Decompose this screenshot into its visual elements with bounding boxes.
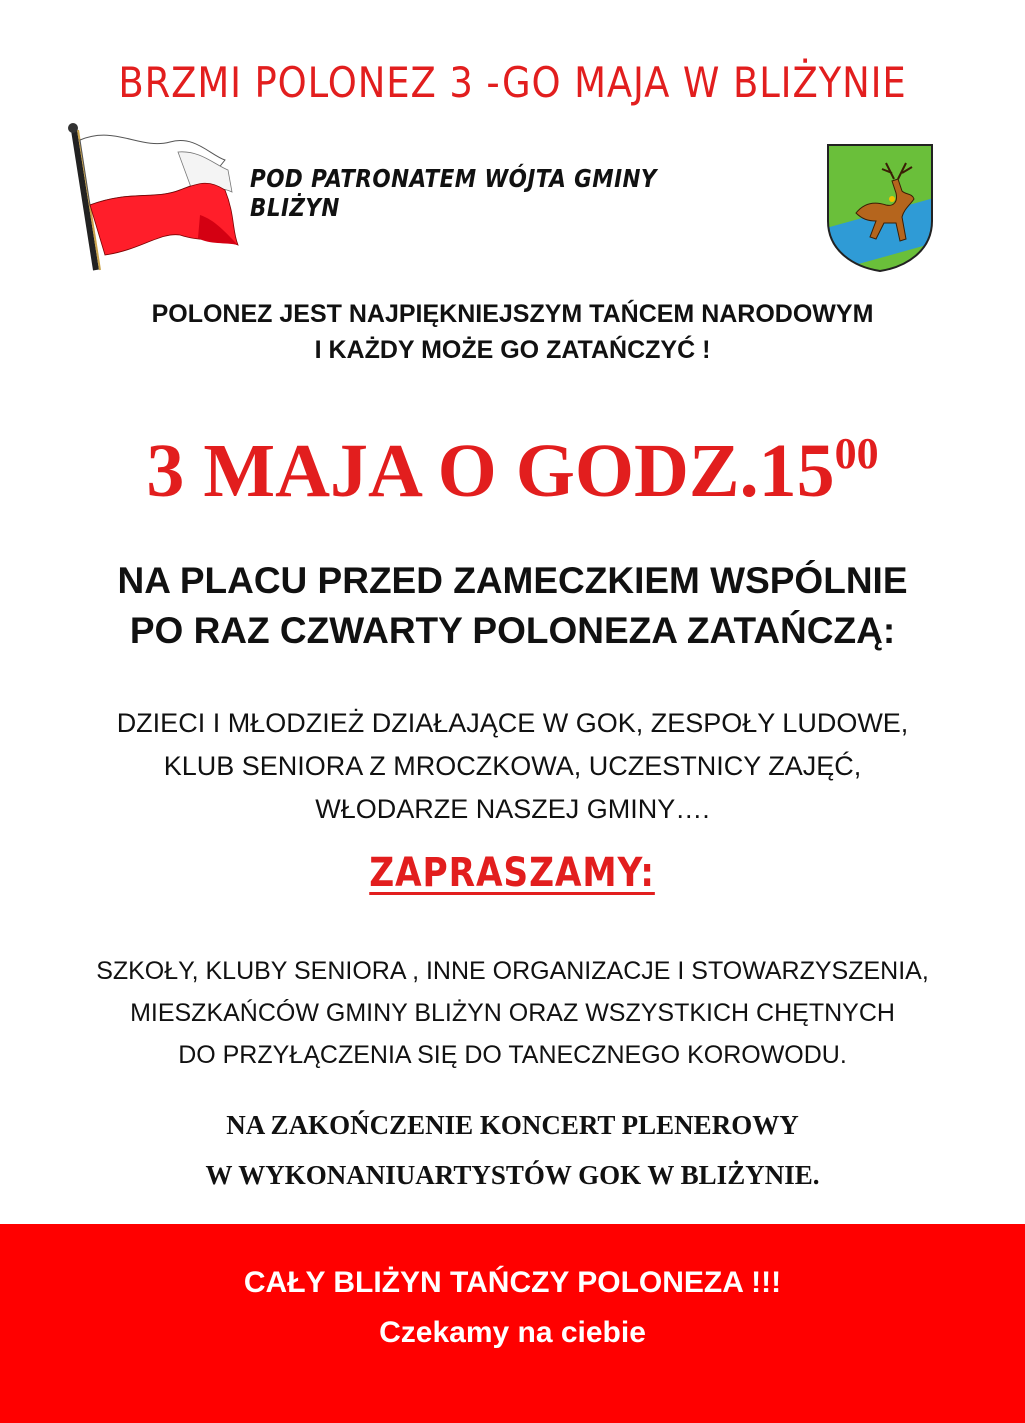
participants-line: KLUB SENIORA Z MROCZKOWA, UCZESTNICY ZAJĘĆ, xyxy=(163,751,862,781)
coat-of-arms-icon xyxy=(826,143,934,273)
invitees-line: SZKOŁY, KLUBY SENIORA , INNE ORGANIZACJE I STOWARZYSZENIA, xyxy=(96,957,929,985)
intro-text xyxy=(0,296,1025,368)
participants-line: WŁODARZE NASZEJ GMINY…. xyxy=(315,794,710,824)
concert-line: W WYKONANIUARTYSTÓW GOK W BLIŻYNIE. xyxy=(205,1160,820,1190)
invite-heading xyxy=(0,850,1025,896)
intro-line: POLONEZ JEST NAJPIĘKNIEJSZYM TAŃCEM NARODOWYM xyxy=(151,300,874,328)
event-date-main: 3 MAJA O GODZ.15 xyxy=(146,429,835,513)
event-place xyxy=(0,556,1025,656)
banner-subline: Czekamy na ciebie xyxy=(379,1316,646,1349)
concert-info xyxy=(0,1100,1025,1200)
participants-line: DZIECI I MŁODZIEŻ DZIAŁAJĄCE W GOK, ZESPOŁY LUDOWE, xyxy=(116,708,909,738)
place-line: PO RAZ CZWARTY POLONEZA ZATAŃCZĄ: xyxy=(129,610,896,651)
intro-line: I KAŻDY MOŻE GO ZATAŃCZYĆ ! xyxy=(314,336,711,364)
poster-title: BRZMI POLONEZ 3 -GO MAJA W BLIŻYNIE xyxy=(118,58,907,107)
event-date xyxy=(0,426,1025,516)
invitees-list xyxy=(0,950,1025,1076)
concert-line: NA ZAKOŃCZENIE KONCERT PLENEROWY xyxy=(226,1110,799,1140)
polish-flag-icon xyxy=(60,120,245,275)
invite-text: ZAPRASZAMY: xyxy=(369,850,656,896)
invitees-line: MIESZKAŃCÓW GMINY BLIŻYN ORAZ WSZYSTKICH CHĘTNYCH xyxy=(130,999,895,1027)
banner-headline: CAŁY BLIŻYN TAŃCZY POLONEZA !!! xyxy=(243,1266,782,1299)
participants-list xyxy=(0,702,1025,831)
bottom-banner xyxy=(0,1224,1025,1423)
invitees-line: DO PRZYŁĄCZENIA SIĘ DO TANECZNEGO KOROWODU. xyxy=(178,1041,847,1069)
place-line: NA PLACU PRZED ZAMECZKIEM WSPÓLNIE xyxy=(117,560,908,601)
patronage-text: POD PATRONATEM WÓJTA GMINY BLIŻYN xyxy=(250,164,657,222)
event-date-minutes: 00 xyxy=(834,429,879,478)
